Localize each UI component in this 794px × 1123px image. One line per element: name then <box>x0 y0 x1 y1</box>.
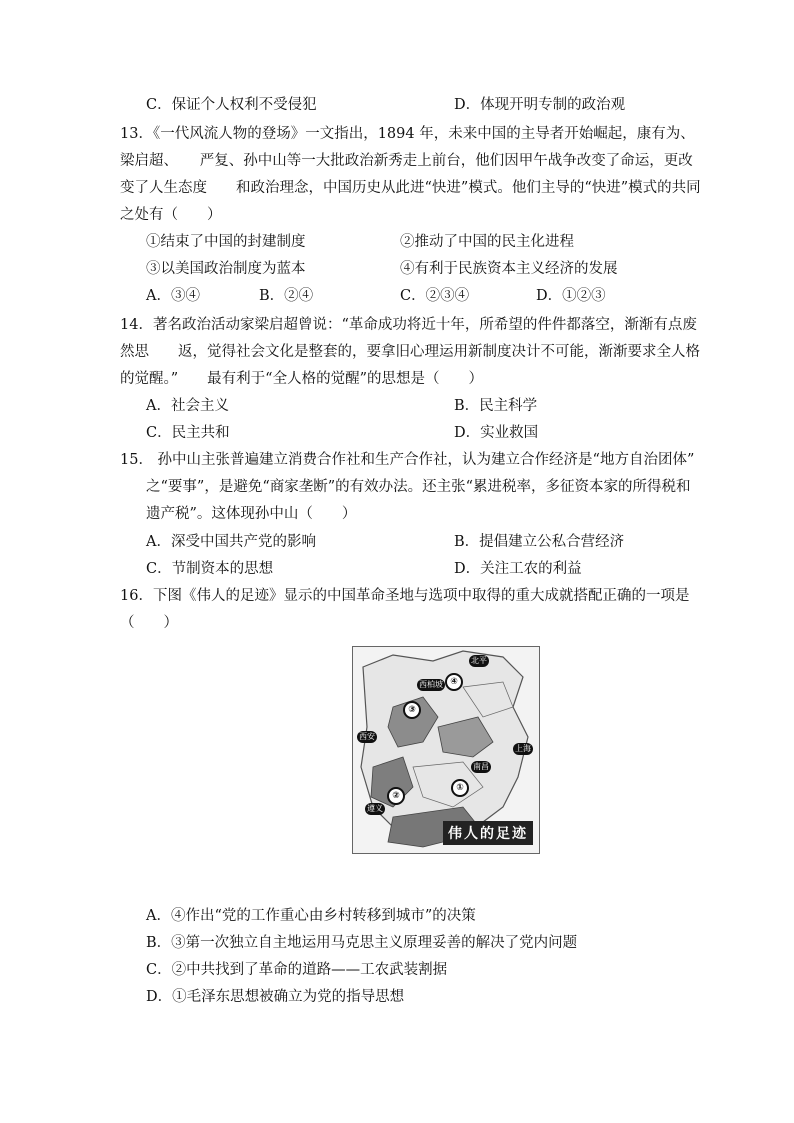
q14-option-a: A．社会主义 <box>146 398 229 414</box>
q13-item-1: ①结束了中国的封建制度 <box>146 234 306 250</box>
q13-stem-line3: 变了人生态度 和政治理念，中国历史从此进“快进”模式。他们主导的“快进”模式的共同 <box>120 180 701 196</box>
site-marker-2: ② <box>387 787 405 805</box>
label-shanghai: 上海 <box>515 744 531 753</box>
q16-option-b: B．③第一次独立自主地运用马克思主义原理妥善的解决了党内问题 <box>146 935 578 951</box>
q13-item-4: ④有利于民族资本主义经济的发展 <box>400 261 618 277</box>
q13-option-b: B．②④ <box>259 288 314 304</box>
q13-stem-line2: 梁启超、 严复、孙中山等一大批政治新秀走上前台，他们因甲午战争改变了命运，更改 <box>120 153 693 169</box>
q13-item-2: ②推动了中国的民主化进程 <box>400 234 574 250</box>
q15-option-a: A．深受中国共产党的影响 <box>146 534 316 550</box>
q16-option-c: C．②中共找到了革命的道路——工农武装割据 <box>146 962 448 978</box>
label-beiping: 北平 <box>471 656 487 665</box>
q16-option-d: D．①毛泽东思想被确立为党的指导思想 <box>146 989 405 1005</box>
q14-option-c: C．民主共和 <box>146 425 230 441</box>
q13-stem-line4: 之处有（ ） <box>120 207 222 223</box>
q15-option-b: B．提倡建立公私合营经济 <box>454 534 625 550</box>
q14-stem-line2: 然思 返，觉得社会文化是整套的，要拿旧心理运用新制度决计不可能，渐渐要求全人格 <box>120 344 700 360</box>
site-marker-4: ④ <box>445 673 463 691</box>
q14-option-b: B．民主科学 <box>454 398 538 414</box>
q16-stem-line1: 16．下图《伟人的足迹》显示的中国革命圣地与选项中取得的重大成就搭配正确的一项是 <box>120 588 690 604</box>
q15-option-c: C．节制资本的思想 <box>146 561 274 577</box>
label-xibaipo: 西柏坡 <box>419 680 443 689</box>
label-xian: 西安 <box>359 732 375 741</box>
q15-option-d: D．关注工农的利益 <box>454 561 582 577</box>
label-nanchang: 南昌 <box>473 762 489 771</box>
q13-option-d: D．①②③ <box>536 288 606 304</box>
site-marker-1: ① <box>451 779 469 797</box>
revolution-map <box>352 646 540 854</box>
map-title: 伟人的足迹 <box>443 821 533 845</box>
site-marker-3: ③ <box>403 701 421 719</box>
q12-option-c: C．保证个人权利不受侵犯 <box>146 97 317 113</box>
q14-stem-line1: 14．著名政治活动家梁启超曾说：“革命成功将近十年，所希望的件件都落空，渐渐有点废 <box>120 317 697 333</box>
q13-option-a: A．③④ <box>146 288 200 304</box>
q15-stem-line1: 15． 孙中山主张普遍建立消费合作社和生产合作社，认为建立合作经济是“地方自治团体” <box>120 452 695 468</box>
q14-stem-line3: 的觉醒。” 最有利于“全人格的觉醒”的思想是（ ） <box>120 371 483 387</box>
q13-option-c: C．②③④ <box>400 288 470 304</box>
q16-stem-line2: （ ） <box>120 615 178 631</box>
q15-stem-line2: 之“要事”，是避免“商家垄断”的有效办法。还主张“累进税率，多征资本家的所得税和 <box>146 479 691 495</box>
q14-option-d: D．实业救国 <box>454 425 539 441</box>
q16-option-a: A．④作出“党的工作重心由乡村转移到城市”的决策 <box>146 908 476 924</box>
q13-item-3: ③以美国政治制度为蓝本 <box>146 261 306 277</box>
q15-stem-line3: 遗产税”。这体现孙中山（ ） <box>146 506 357 522</box>
q13-stem-line1: 13．《一代风流人物的登场》一文指出，1894 年，未来中国的主导者开始崛起，康有为、 <box>120 126 695 142</box>
q12-option-d: D．体现开明专制的政治观 <box>454 97 626 113</box>
label-zunyi: 遵义 <box>367 804 383 813</box>
